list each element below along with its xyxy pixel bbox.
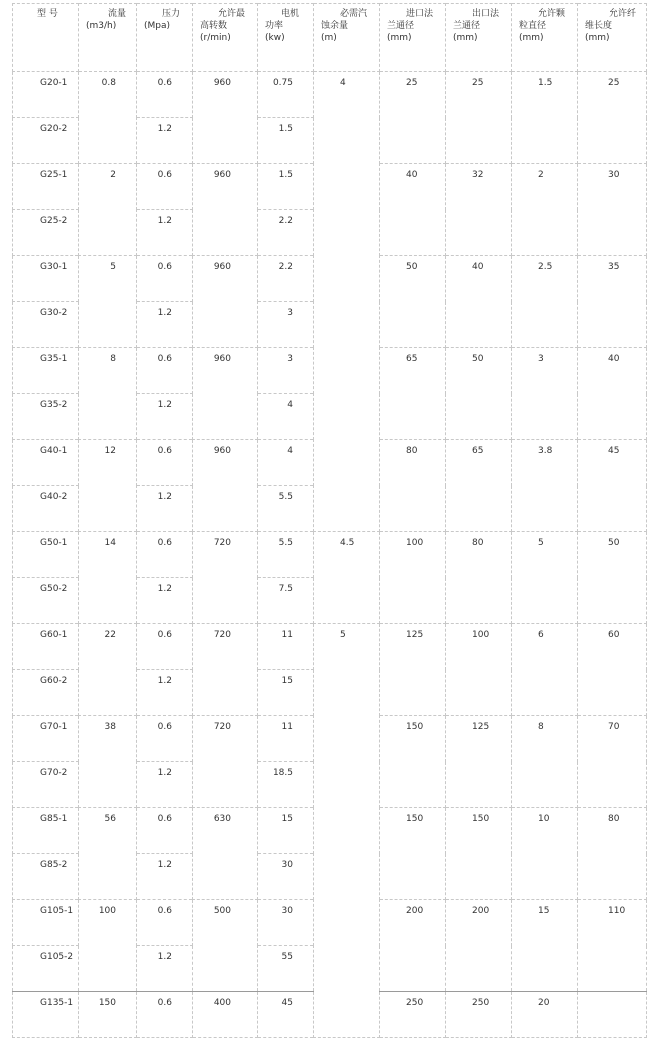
cell-power: 2.2 [258, 210, 314, 256]
cell-pressure: 1.2 [137, 302, 193, 348]
header-motor-line3: (kw) [265, 33, 285, 43]
cell-npsh: 5 [314, 624, 380, 1038]
cell-model: G35-2 [13, 394, 79, 440]
header-inlet-line2: 兰通径 [387, 21, 415, 31]
cell-flow: 5 [79, 256, 137, 348]
cell-pressure: 1.2 [137, 394, 193, 440]
cell-model: G25-2 [13, 210, 79, 256]
cell-flow: 14 [79, 532, 137, 624]
cell-speed: 960 [193, 440, 258, 532]
cell-particle: 10 [512, 808, 578, 900]
header-motor [258, 4, 314, 72]
header-npsh [314, 4, 380, 72]
cell-speed: 500 [193, 900, 258, 992]
header-npsh-line3: (m) [321, 33, 337, 43]
cell-flow: 12 [79, 440, 137, 532]
cell-outlet: 50 [446, 348, 512, 440]
cell-inlet: 125 [380, 624, 446, 716]
header-flow [79, 4, 137, 72]
cell-model: G50-1 [13, 532, 79, 578]
cell-power: 45 [258, 992, 314, 1038]
cell-power: 3 [258, 302, 314, 348]
cell-fiber: 25 [578, 72, 647, 164]
cell-pressure: 0.6 [137, 164, 193, 210]
cell-power: 0.75 [258, 72, 314, 118]
cell-speed: 960 [193, 256, 258, 348]
cell-speed: 720 [193, 624, 258, 716]
cell-fiber: 30 [578, 164, 647, 256]
cell-power: 1.5 [258, 118, 314, 164]
cell-fiber [578, 992, 647, 1038]
cell-inlet: 200 [380, 900, 446, 992]
cell-pressure: 1.2 [137, 854, 193, 900]
cell-power: 5.5 [258, 532, 314, 578]
cell-power: 1.5 [258, 164, 314, 210]
header-model [13, 4, 79, 72]
header-pressure-line2: (Mpa) [144, 21, 171, 31]
table-row [13, 624, 647, 670]
cell-fiber: 110 [578, 900, 647, 992]
table-row [13, 532, 647, 578]
cell-fiber: 35 [578, 256, 647, 348]
cell-model: G60-1 [13, 624, 79, 670]
cell-speed: 400 [193, 992, 258, 1038]
cell-model: G40-2 [13, 486, 79, 532]
cell-pressure: 0.6 [137, 716, 193, 762]
header-particle-line3: (mm) [519, 33, 544, 43]
header-particle [512, 4, 578, 72]
cell-fiber: 45 [578, 440, 647, 532]
cell-pressure: 0.6 [137, 440, 193, 486]
cell-flow: 56 [79, 808, 137, 900]
header-particle-line2: 粒直径 [519, 21, 547, 31]
cell-model: G85-2 [13, 854, 79, 900]
cell-model: G135-1 [13, 992, 79, 1038]
header-outlet-line2: 兰通径 [453, 21, 481, 31]
cell-pressure: 1.2 [137, 210, 193, 256]
cell-npsh: 4.5 [314, 532, 380, 624]
cell-power: 18.5 [258, 762, 314, 808]
header-motor-line1: 电机 [280, 9, 299, 19]
header-model-label: 型 号 [37, 9, 58, 19]
cell-pressure: 0.6 [137, 348, 193, 394]
header-speed-line3: (r/min) [200, 33, 231, 43]
cell-pressure: 1.2 [137, 118, 193, 164]
cell-pressure: 0.6 [137, 72, 193, 118]
cell-particle: 15 [512, 900, 578, 992]
pump-spec-table [12, 3, 647, 1038]
cell-fiber: 50 [578, 532, 647, 624]
header-fiber-line3: (mm) [585, 33, 610, 43]
cell-pressure: 1.2 [137, 946, 193, 992]
cell-particle: 20 [512, 992, 578, 1038]
cell-flow: 2 [79, 164, 137, 256]
cell-pressure: 1.2 [137, 578, 193, 624]
cell-model: G40-1 [13, 440, 79, 486]
cell-outlet: 250 [446, 992, 512, 1038]
cell-power: 11 [258, 716, 314, 762]
cell-outlet: 200 [446, 900, 512, 992]
header-outlet-line3: (mm) [453, 33, 478, 43]
cell-speed: 960 [193, 164, 258, 256]
cell-flow: 150 [79, 992, 137, 1038]
cell-model: G60-2 [13, 670, 79, 716]
header-flow-line2: (m3/h) [86, 21, 117, 31]
table-row [13, 72, 647, 118]
cell-particle: 8 [512, 716, 578, 808]
cell-pressure: 1.2 [137, 486, 193, 532]
header-speed [193, 4, 258, 72]
cell-pressure: 0.6 [137, 808, 193, 854]
cell-outlet: 40 [446, 256, 512, 348]
header-inlet [380, 4, 446, 72]
cell-fiber: 40 [578, 348, 647, 440]
cell-outlet: 150 [446, 808, 512, 900]
cell-outlet: 125 [446, 716, 512, 808]
cell-power: 4 [258, 440, 314, 486]
header-pressure-line1: 压力 [161, 9, 180, 19]
header-inlet-line3: (mm) [387, 33, 412, 43]
cell-inlet: 25 [380, 72, 446, 164]
header-inlet-line1: 进口法 [405, 9, 433, 19]
cell-model: G85-1 [13, 808, 79, 854]
cell-particle: 3 [512, 348, 578, 440]
header-fiber-line2: 维长度 [585, 21, 613, 31]
cell-fiber: 60 [578, 624, 647, 716]
cell-outlet: 25 [446, 72, 512, 164]
cell-outlet: 80 [446, 532, 512, 624]
cell-inlet: 150 [380, 808, 446, 900]
cell-model: G35-1 [13, 348, 79, 394]
cell-model: G20-2 [13, 118, 79, 164]
cell-particle: 5 [512, 532, 578, 624]
cell-speed: 720 [193, 716, 258, 808]
cell-model: G105-2 [13, 946, 79, 992]
cell-power: 30 [258, 900, 314, 946]
cell-power: 2.2 [258, 256, 314, 302]
cell-model: G50-2 [13, 578, 79, 624]
header-outlet-line1: 出口法 [471, 9, 499, 19]
cell-inlet: 50 [380, 256, 446, 348]
header-flow-line1: 流量 [107, 9, 126, 19]
cell-fiber: 80 [578, 808, 647, 900]
cell-pressure: 0.6 [137, 992, 193, 1038]
header-particle-line1: 允许颗 [537, 9, 565, 19]
cell-outlet: 65 [446, 440, 512, 532]
cell-model: G30-1 [13, 256, 79, 302]
cell-outlet: 100 [446, 624, 512, 716]
cell-pressure: 0.6 [137, 256, 193, 302]
header-speed-line1: 允许最 [217, 9, 245, 19]
cell-pressure: 0.6 [137, 532, 193, 578]
cell-power: 15 [258, 808, 314, 854]
cell-inlet: 250 [380, 992, 446, 1038]
cell-flow: 38 [79, 716, 137, 808]
cell-power: 4 [258, 394, 314, 440]
cell-power: 30 [258, 854, 314, 900]
cell-fiber: 70 [578, 716, 647, 808]
cell-model: G20-1 [13, 72, 79, 118]
cell-particle: 6 [512, 624, 578, 716]
cell-power: 5.5 [258, 486, 314, 532]
cell-speed: 720 [193, 532, 258, 624]
cell-power: 7.5 [258, 578, 314, 624]
cell-pressure: 0.6 [137, 624, 193, 670]
header-outlet [446, 4, 512, 72]
cell-speed: 960 [193, 348, 258, 440]
cell-power: 3 [258, 348, 314, 394]
header-npsh-line2: 蚀余量 [321, 21, 349, 31]
cell-pressure: 1.2 [137, 670, 193, 716]
cell-outlet: 32 [446, 164, 512, 256]
header-row [13, 4, 647, 72]
cell-model: G105-1 [13, 900, 79, 946]
cell-inlet: 150 [380, 716, 446, 808]
header-fiber-line1: 允许纤 [608, 9, 636, 19]
cell-power: 11 [258, 624, 314, 670]
cell-pressure: 1.2 [137, 762, 193, 808]
cell-particle: 2 [512, 164, 578, 256]
cell-flow: 22 [79, 624, 137, 716]
cell-speed: 960 [193, 72, 258, 164]
cell-flow: 0.8 [79, 72, 137, 164]
header-motor-line2: 功率 [265, 21, 284, 31]
cell-speed: 630 [193, 808, 258, 900]
cell-inlet: 80 [380, 440, 446, 532]
cell-pressure: 0.6 [137, 900, 193, 946]
header-fiber [578, 4, 647, 72]
cell-particle: 3.8 [512, 440, 578, 532]
cell-model: G30-2 [13, 302, 79, 348]
cell-particle: 2.5 [512, 256, 578, 348]
cell-model: G25-1 [13, 164, 79, 210]
cell-particle: 1.5 [512, 72, 578, 164]
cell-flow: 8 [79, 348, 137, 440]
cell-inlet: 65 [380, 348, 446, 440]
header-speed-line2: 高转数 [200, 21, 228, 31]
cell-power: 15 [258, 670, 314, 716]
header-npsh-line1: 必需汽 [339, 9, 367, 19]
header-pressure [137, 4, 193, 72]
cell-inlet: 100 [380, 532, 446, 624]
cell-model: G70-1 [13, 716, 79, 762]
cell-power: 55 [258, 946, 314, 992]
cell-npsh: 4 [314, 72, 380, 532]
cell-flow: 100 [79, 900, 137, 992]
cell-inlet: 40 [380, 164, 446, 256]
cell-model: G70-2 [13, 762, 79, 808]
